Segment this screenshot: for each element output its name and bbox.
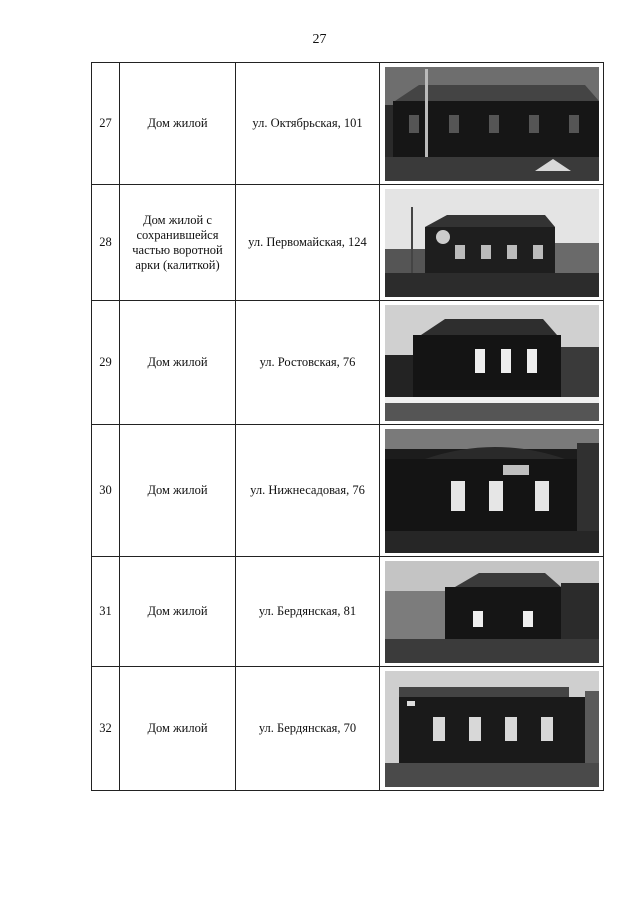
house-photo: [385, 305, 599, 421]
row-number: 29: [92, 301, 120, 425]
object-address: ул. Октябрьская, 101: [236, 63, 380, 185]
object-address: ул. Первомайская, 124: [236, 185, 380, 301]
table-row: [92, 425, 604, 557]
page-number: 27: [312, 32, 327, 47]
row-number: 31: [92, 557, 120, 667]
house-photo: [385, 189, 599, 297]
object-name: Дом жилой: [120, 63, 236, 185]
house-photo: [385, 429, 599, 553]
table-row: [92, 301, 604, 425]
object-address: ул. Ростовская, 76: [236, 301, 380, 425]
object-address: ул. Бердянская, 70: [236, 667, 380, 791]
object-address: ул. Бердянская, 81: [236, 557, 380, 667]
object-name: Дом жилой: [120, 667, 236, 791]
house-photo: [385, 671, 599, 787]
table-row: [92, 185, 604, 301]
heritage-table: [91, 62, 604, 791]
object-address: ул. Нижнесадовая, 76: [236, 425, 380, 557]
row-number: 27: [92, 63, 120, 185]
object-name: Дом жилой: [120, 301, 236, 425]
row-number: 28: [92, 185, 120, 301]
table-row: [92, 557, 604, 667]
object-name: Дом жилой: [120, 425, 236, 557]
row-number: 32: [92, 667, 120, 791]
house-photo: [385, 67, 599, 181]
row-number: 30: [92, 425, 120, 557]
table-row: [92, 63, 604, 185]
house-photo: [385, 561, 599, 663]
object-name: Дом жилой с сохранившейся частью воротной арки (калиткой): [120, 185, 236, 301]
object-name: Дом жилой: [120, 557, 236, 667]
table-row: [92, 667, 604, 791]
